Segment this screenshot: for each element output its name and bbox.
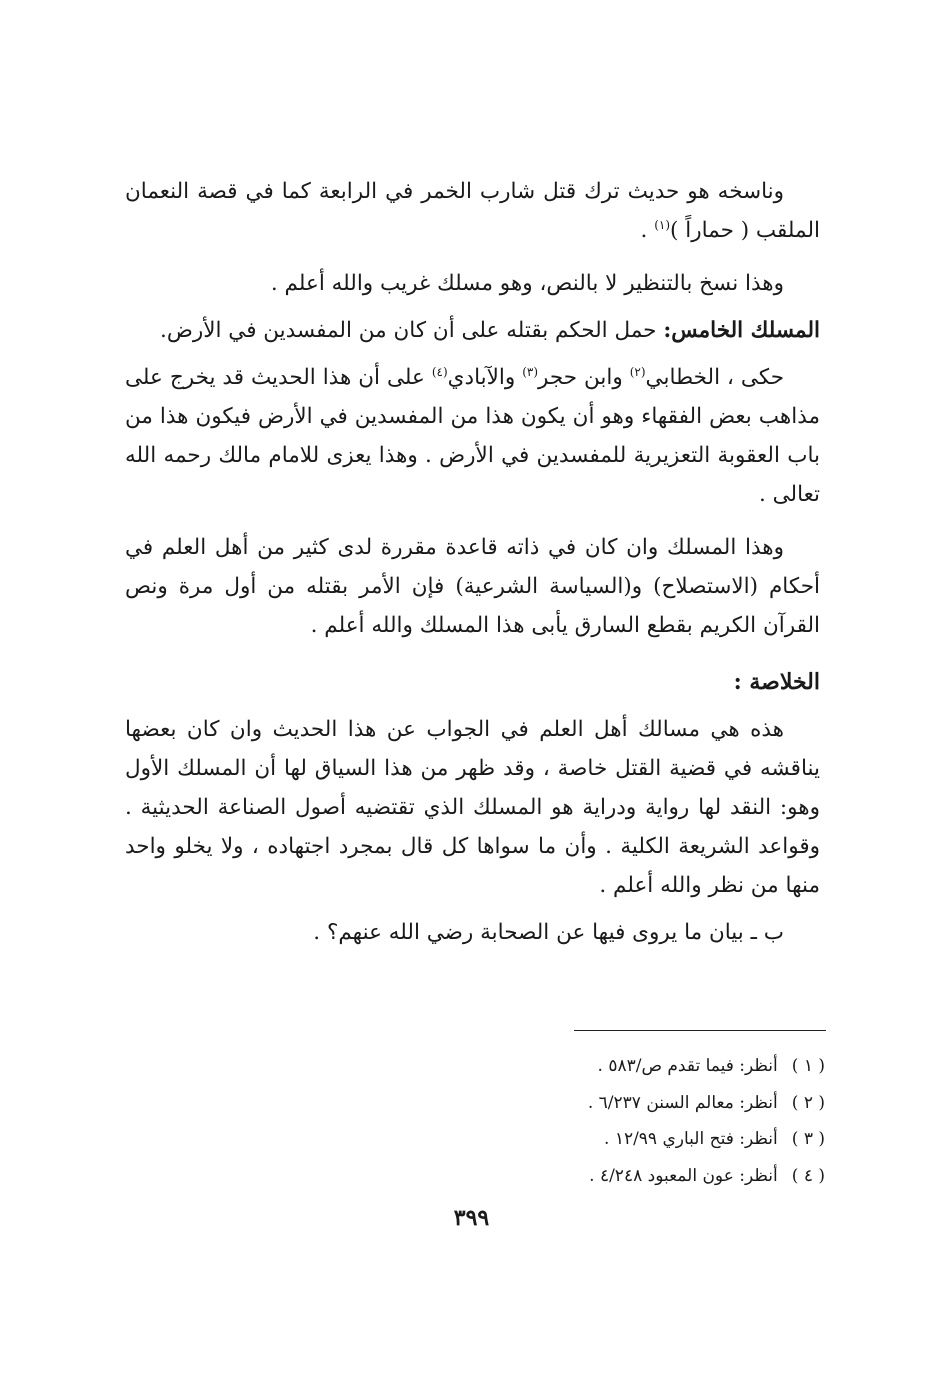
paragraph-text: والآبادي [447, 365, 523, 390]
paragraph-fifth-path [125, 311, 820, 350]
footnote-item [400, 1085, 825, 1122]
paragraph-text: حكى ، الخطابي [645, 365, 785, 390]
paragraph-summary: هذه هي مسالك أهل العلم في الجواب عن هذا الحديث وان كان بعضها يناقشه في قضية القتل خاصة ، وقد ظهر من هذا السياق لها أن المسلك الأول وهو: النقد لها رواية ودراية هو المسلك الذي تقتضيه أصول الصناعة الحديثية . وقواعد الشريعة الكلية . وأن ما سواها كل قال بمجرد اجتهاده ، ولا يخلو واحد منها من نظر والله أعلم . [125, 717, 820, 898]
paragraph-text: على أن هذا الحديث قد يخرج على مذاهب بعض الفقهاء وهو أن يكون هذا من المفسدين في الأرض فيكون هذا من باب العقوبة التعزيرية للمفسدين في الأرض . وهذا يعزى للامام مالك رحمه الله تعالى . [125, 365, 820, 507]
footnote-number: ( ١ ) [791, 1056, 825, 1076]
footnote-ref-4[interactable]: (٤) [431, 364, 448, 379]
footnote-ref-3[interactable]: (٣) [522, 364, 539, 379]
paragraph-istislah: وهذا المسلك وان كان في ذاته قاعدة مقررة لدى كثير من أهل العلم في أحكام (الاستصلاح) و(السياسة الشرعية) فإن الأمر بقتله من أول مرة ونص القرآن الكريم بقطع السارق يأبى هذا المسلك والله أعلم . [125, 535, 820, 638]
footnote-divider [574, 1030, 826, 1031]
footnote-item [400, 1121, 825, 1158]
section-heading-summary: الخلاصة : [733, 669, 820, 695]
paragraph-companions: ب ـ بيان ما يروى فيها عن الصحابة رضي الله عنهم؟ . [313, 920, 784, 945]
footnote-number: ( ٢ ) [791, 1092, 825, 1113]
footnotes-list [400, 1048, 825, 1194]
footnote-text: أنظر: معالم السنن ٦/٢٣٧ . [587, 1092, 778, 1113]
footnote-number: ( ٣ ) [791, 1129, 825, 1149]
page-body [125, 172, 820, 952]
footnote-item [400, 1158, 825, 1195]
footnote-item [400, 1048, 825, 1085]
footnote-text: أنظر: فتح الباري ١٢/٩٩ . [604, 1129, 778, 1149]
footnote-text: أنظر: عون المعبود ٤/٢٤٨ . [589, 1165, 778, 1186]
fifth-path-text: حمل الحكم بقتله على أن كان من المفسدين في الأرض. [160, 318, 664, 343]
paragraph-abrogation [125, 172, 820, 250]
page-number: ٣٩٩ [453, 1205, 490, 1231]
paragraph-analogy: وهذا نسخ بالتنظير لا بالنص، وهو مسلك غريب والله أعلم . [270, 271, 784, 296]
footnote-ref-1[interactable]: (١) [654, 217, 671, 232]
paragraph-text: وناسخه هو حديث ترك قتل شارب الخمر في الرابعة كما في قصة النعمان الملقب ( حماراً ) [125, 179, 820, 243]
footnote-ref-2[interactable]: (٢) [629, 364, 646, 379]
paragraph-text: . [640, 218, 655, 243]
fifth-path-label: المسلك الخامس: [663, 318, 820, 343]
footnote-text: أنظر: فيما تقدم ص/٥٨٣ . [597, 1056, 778, 1076]
paragraph-text: وابن حجر [538, 365, 630, 390]
paragraph-khattabi [125, 358, 820, 514]
footnote-number: ( ٤ ) [791, 1165, 825, 1186]
